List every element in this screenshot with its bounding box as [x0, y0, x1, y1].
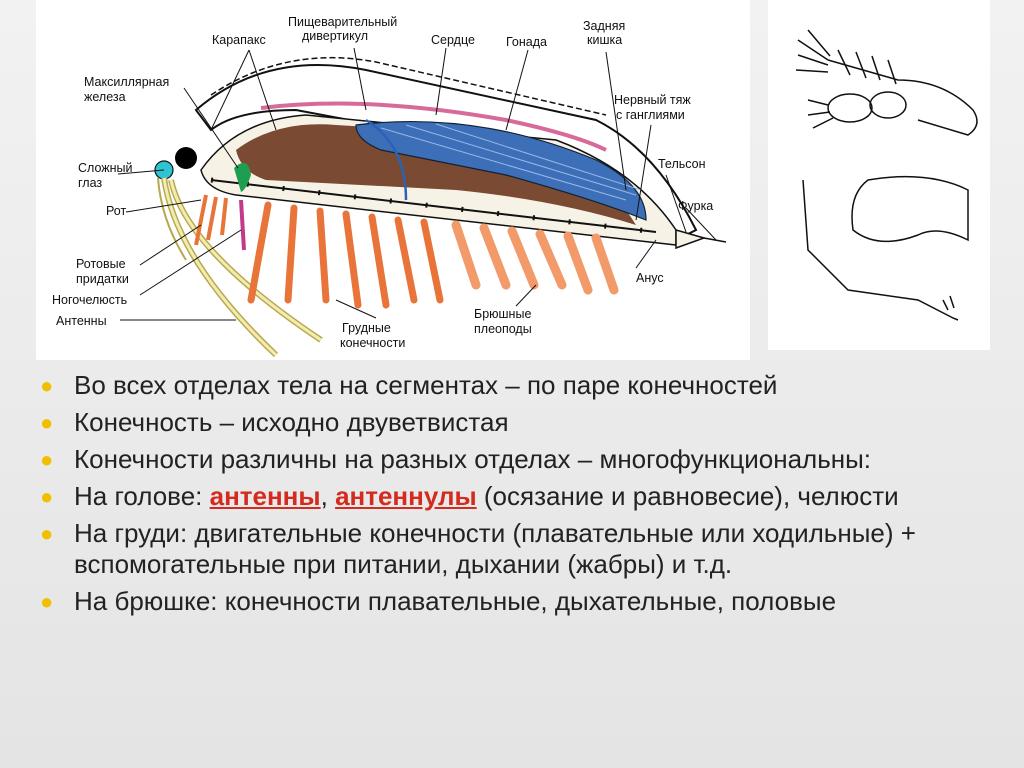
lobe-left [828, 94, 872, 122]
bullet-dot-icon: ● [40, 447, 54, 472]
limb-lower [852, 177, 968, 242]
label-digestive-2: дивертикул [302, 29, 368, 43]
label-mouthparts-1: Ротовые [76, 257, 126, 271]
limb-detail-figure [768, 0, 990, 350]
crustacean-anatomy-diagram [36, 0, 750, 360]
bullet-item [38, 444, 998, 475]
label-eye-1: Сложный [78, 161, 133, 175]
label-pleopods-1: Брюшные [474, 307, 532, 321]
label-pleopods-2: плеоподы [474, 322, 532, 336]
label-phyllopod: Ногочелюсть [52, 293, 128, 307]
bullet-item [38, 370, 998, 401]
label-nerve-1: Нервный тяж [614, 93, 691, 107]
limb-tip-setae [943, 296, 954, 310]
label-thoracic-1: Грудные [342, 321, 391, 335]
label-hindgut-2: кишка [587, 33, 623, 47]
label-carapace: Карапакс [212, 33, 266, 47]
bullet-text: Во всех отделах тела на сегментах – по паре конечностей [74, 370, 778, 400]
bullet-text: Конечность – исходно двуветвистая [74, 407, 509, 437]
label-hindgut-1: Задняя [583, 19, 626, 33]
bullet-dot-icon: ● [40, 589, 54, 614]
bullet-item [38, 518, 998, 580]
label-gonad: Гонада [506, 35, 547, 49]
label-maxillary-2: железа [84, 90, 126, 104]
lobe-right [870, 92, 906, 118]
bullet-text-suffix: (осязание и равновесие), челюсти [476, 481, 899, 511]
label-mouthparts-2: придатки [76, 272, 129, 286]
bullet-dot-icon: ● [40, 373, 54, 398]
setae-top [796, 30, 830, 72]
bullet-dot-icon: ● [40, 410, 54, 435]
limb-sketch [768, 0, 990, 350]
label-furca: Фурка [678, 199, 714, 213]
bullet-item [38, 586, 998, 617]
label-eye-2: глаз [78, 176, 103, 190]
label-mouth: Рот [106, 204, 127, 218]
anatomy-figure [36, 0, 750, 360]
label-maxillary-1: Максиллярная [84, 75, 170, 89]
bullet-text-prefix: На голове: [74, 481, 210, 511]
bullet-text: На груди: двигательные конечности (плавательные или ходильные) + вспомогательные при питании, дыхании (жабры) и т.д. [74, 518, 916, 579]
limb-ramus [803, 180, 958, 320]
bullet-dot-icon: ● [40, 521, 54, 546]
bullet-text: На брюшке: конечности плавательные, дыхательные, половые [74, 586, 837, 616]
label-anus: Анус [636, 271, 664, 285]
label-nerve-2: с ганглиями [616, 108, 685, 122]
highlight-antennae: антенны [209, 481, 321, 511]
bullet-separator: , [320, 481, 336, 511]
label-digestive-1: Пищеварительный [288, 15, 398, 29]
bullet-dot-icon: ● [40, 484, 54, 509]
highlight-antennules: антеннулы [335, 481, 477, 511]
compound-eye-icon [175, 147, 197, 169]
label-antennae: Антенны [56, 314, 107, 328]
bullet-list [38, 370, 998, 623]
bullet-text: Конечности различны на разных отделах – многофункциональны: [74, 444, 872, 474]
label-heart: Сердце [431, 33, 475, 47]
bullet-item [38, 407, 998, 438]
limb-segments-lines [838, 50, 896, 84]
thoracic-limbs [251, 205, 440, 305]
bullet-item [38, 481, 998, 512]
label-thoracic-2: конечности [340, 336, 406, 350]
label-telson: Тельсон [658, 157, 706, 171]
